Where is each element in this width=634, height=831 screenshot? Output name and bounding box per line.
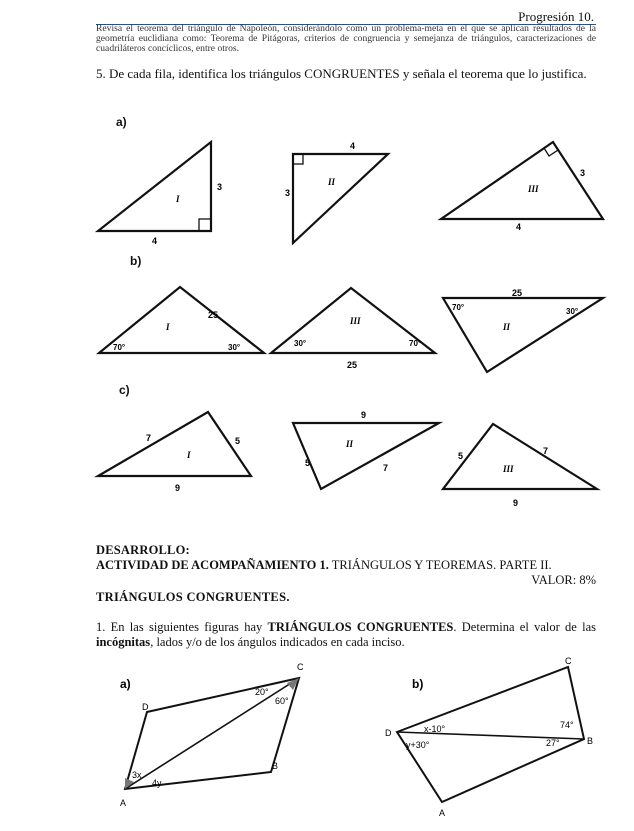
figure-a-D: D (142, 702, 149, 712)
triangle-a-III (441, 142, 603, 232)
valor-label: VALOR: 8% (531, 573, 596, 587)
exercise-suffix: , lados y/o de los ángulos indicados en cada inciso. (150, 635, 405, 649)
figure-b-D: D (385, 728, 392, 738)
triangle-c-I (98, 412, 251, 493)
figure-b-C: C (565, 656, 572, 666)
tri-c-III-side-9: 9 (513, 498, 519, 508)
tri-a-II-side-4: 4 (350, 141, 356, 151)
tri-a-II-side-3: 3 (285, 188, 291, 198)
figure-b-A: A (439, 808, 446, 818)
tri-c-III-side-5: 5 (458, 451, 464, 461)
development-heading: DESARROLLO: (96, 543, 190, 557)
tri-c-II-side-5: 5 (305, 458, 311, 468)
triangle-b-II (443, 288, 603, 372)
tri-b-I-roman: I (166, 322, 170, 332)
row-a-label: a) (116, 115, 127, 129)
tri-b-II-side: 25 (512, 288, 523, 298)
tri-a-III-side-4: 4 (516, 222, 522, 232)
tri-c-II-side-9: 9 (361, 410, 367, 420)
tri-b-II-angle-30: 30° (566, 307, 579, 316)
activity-bold: ACTIVIDAD DE ACOMPAÑAMIENTO 1. (96, 558, 329, 572)
triangle-a-II (285, 141, 388, 243)
tri-a-II-roman: II (328, 177, 336, 187)
tri-b-I-angle-30: 30° (228, 343, 241, 352)
triangle-c-III (443, 424, 597, 508)
figure-a-exp-4y: 4y (152, 778, 162, 788)
tri-b-I-side: 25 (208, 310, 219, 320)
congruent-triangles-heading: TRIÁNGULOS CONGRUENTES. (96, 590, 290, 604)
figure-b-exp-x: x-10° (424, 724, 446, 734)
exercise-bold-1: TRIÁNGULOS CONGRUENTES (267, 620, 454, 634)
tri-c-I-side-5: 5 (235, 436, 241, 446)
activity-line (96, 558, 552, 573)
figure-a-exp-3x: 3x (132, 770, 142, 780)
figure-a-label: a) (120, 677, 131, 691)
question-5: 5. De cada fila, identifica los triángulos CONGRUENTES y señala el teorema que lo justifica. (96, 66, 587, 81)
figure-a (120, 662, 304, 808)
figure-b-label: b) (412, 677, 424, 691)
tri-b-III-angle-70: 70° (409, 339, 422, 348)
exercise-middle: . Determina el valor de las (453, 620, 596, 634)
tri-c-III-roman: III (503, 464, 514, 474)
tri-a-I-side-4: 4 (152, 236, 158, 246)
exercise-prefix: 1. En las siguientes figuras hay (96, 620, 268, 634)
tri-b-II-angle-70: 70° (452, 303, 465, 312)
triangle-b-I (99, 287, 264, 353)
figure-b-angle-74: 74° (560, 720, 574, 730)
tri-a-I-side-3: 3 (217, 182, 223, 192)
figure-b-B: B (587, 736, 594, 746)
tri-c-I-roman: I (187, 450, 191, 460)
tri-c-II-side-7: 7 (383, 463, 389, 473)
tri-c-III-side-7: 7 (543, 446, 549, 456)
figure-a-B: B (272, 761, 279, 771)
intro-paragraph: Revisa el teorema del triángulo de Napoleón, considerándolo como un problema-meta en el que se aplican resultados de la geometría euclidiana como: Teorema de Pitágoras, criterios de congruencia y semejanza de triángulos, caracterizaciones de cuadriláteros concíclicos, entre otros. (96, 23, 596, 55)
tri-a-III-side-3: 3 (580, 168, 586, 178)
figure-a-angle-20: 20° (255, 687, 269, 697)
triangle-b-III (271, 288, 435, 370)
triangle-c-II (293, 410, 439, 489)
figure-a-C: C (297, 662, 304, 672)
row-b-label: b) (130, 254, 142, 268)
tri-b-III-side: 25 (347, 360, 358, 370)
tri-b-III-roman: III (350, 316, 361, 326)
tri-c-I-side-9: 9 (175, 483, 181, 493)
exercise-bold-2: incógnitas (96, 635, 151, 649)
tri-c-I-side-7: 7 (146, 433, 152, 443)
progression-title: Progresión 10. (518, 9, 594, 24)
tri-a-I-roman: I (176, 194, 180, 204)
triangle-a-I (98, 142, 222, 246)
tri-a-III-roman: III (528, 184, 539, 194)
tri-c-II-roman: II (346, 439, 354, 449)
activity-rest: TRIÁNGULOS Y TEOREMAS. PARTE II. (328, 558, 552, 572)
figure-a-A: A (120, 798, 127, 808)
tri-b-III-angle-30: 30° (294, 339, 307, 348)
figure-a-angle-60: 60° (275, 696, 289, 706)
tri-b-I-angle-70: 70° (113, 343, 126, 352)
figure-b (385, 656, 593, 818)
figure-b-exp-y: y+30° (406, 740, 430, 750)
figure-b-angle-27: 27° (546, 738, 560, 748)
exercise-1 (96, 620, 596, 650)
exercise-figures (0, 650, 634, 831)
tri-b-II-roman: II (503, 322, 511, 332)
row-c-label: c) (119, 383, 130, 397)
